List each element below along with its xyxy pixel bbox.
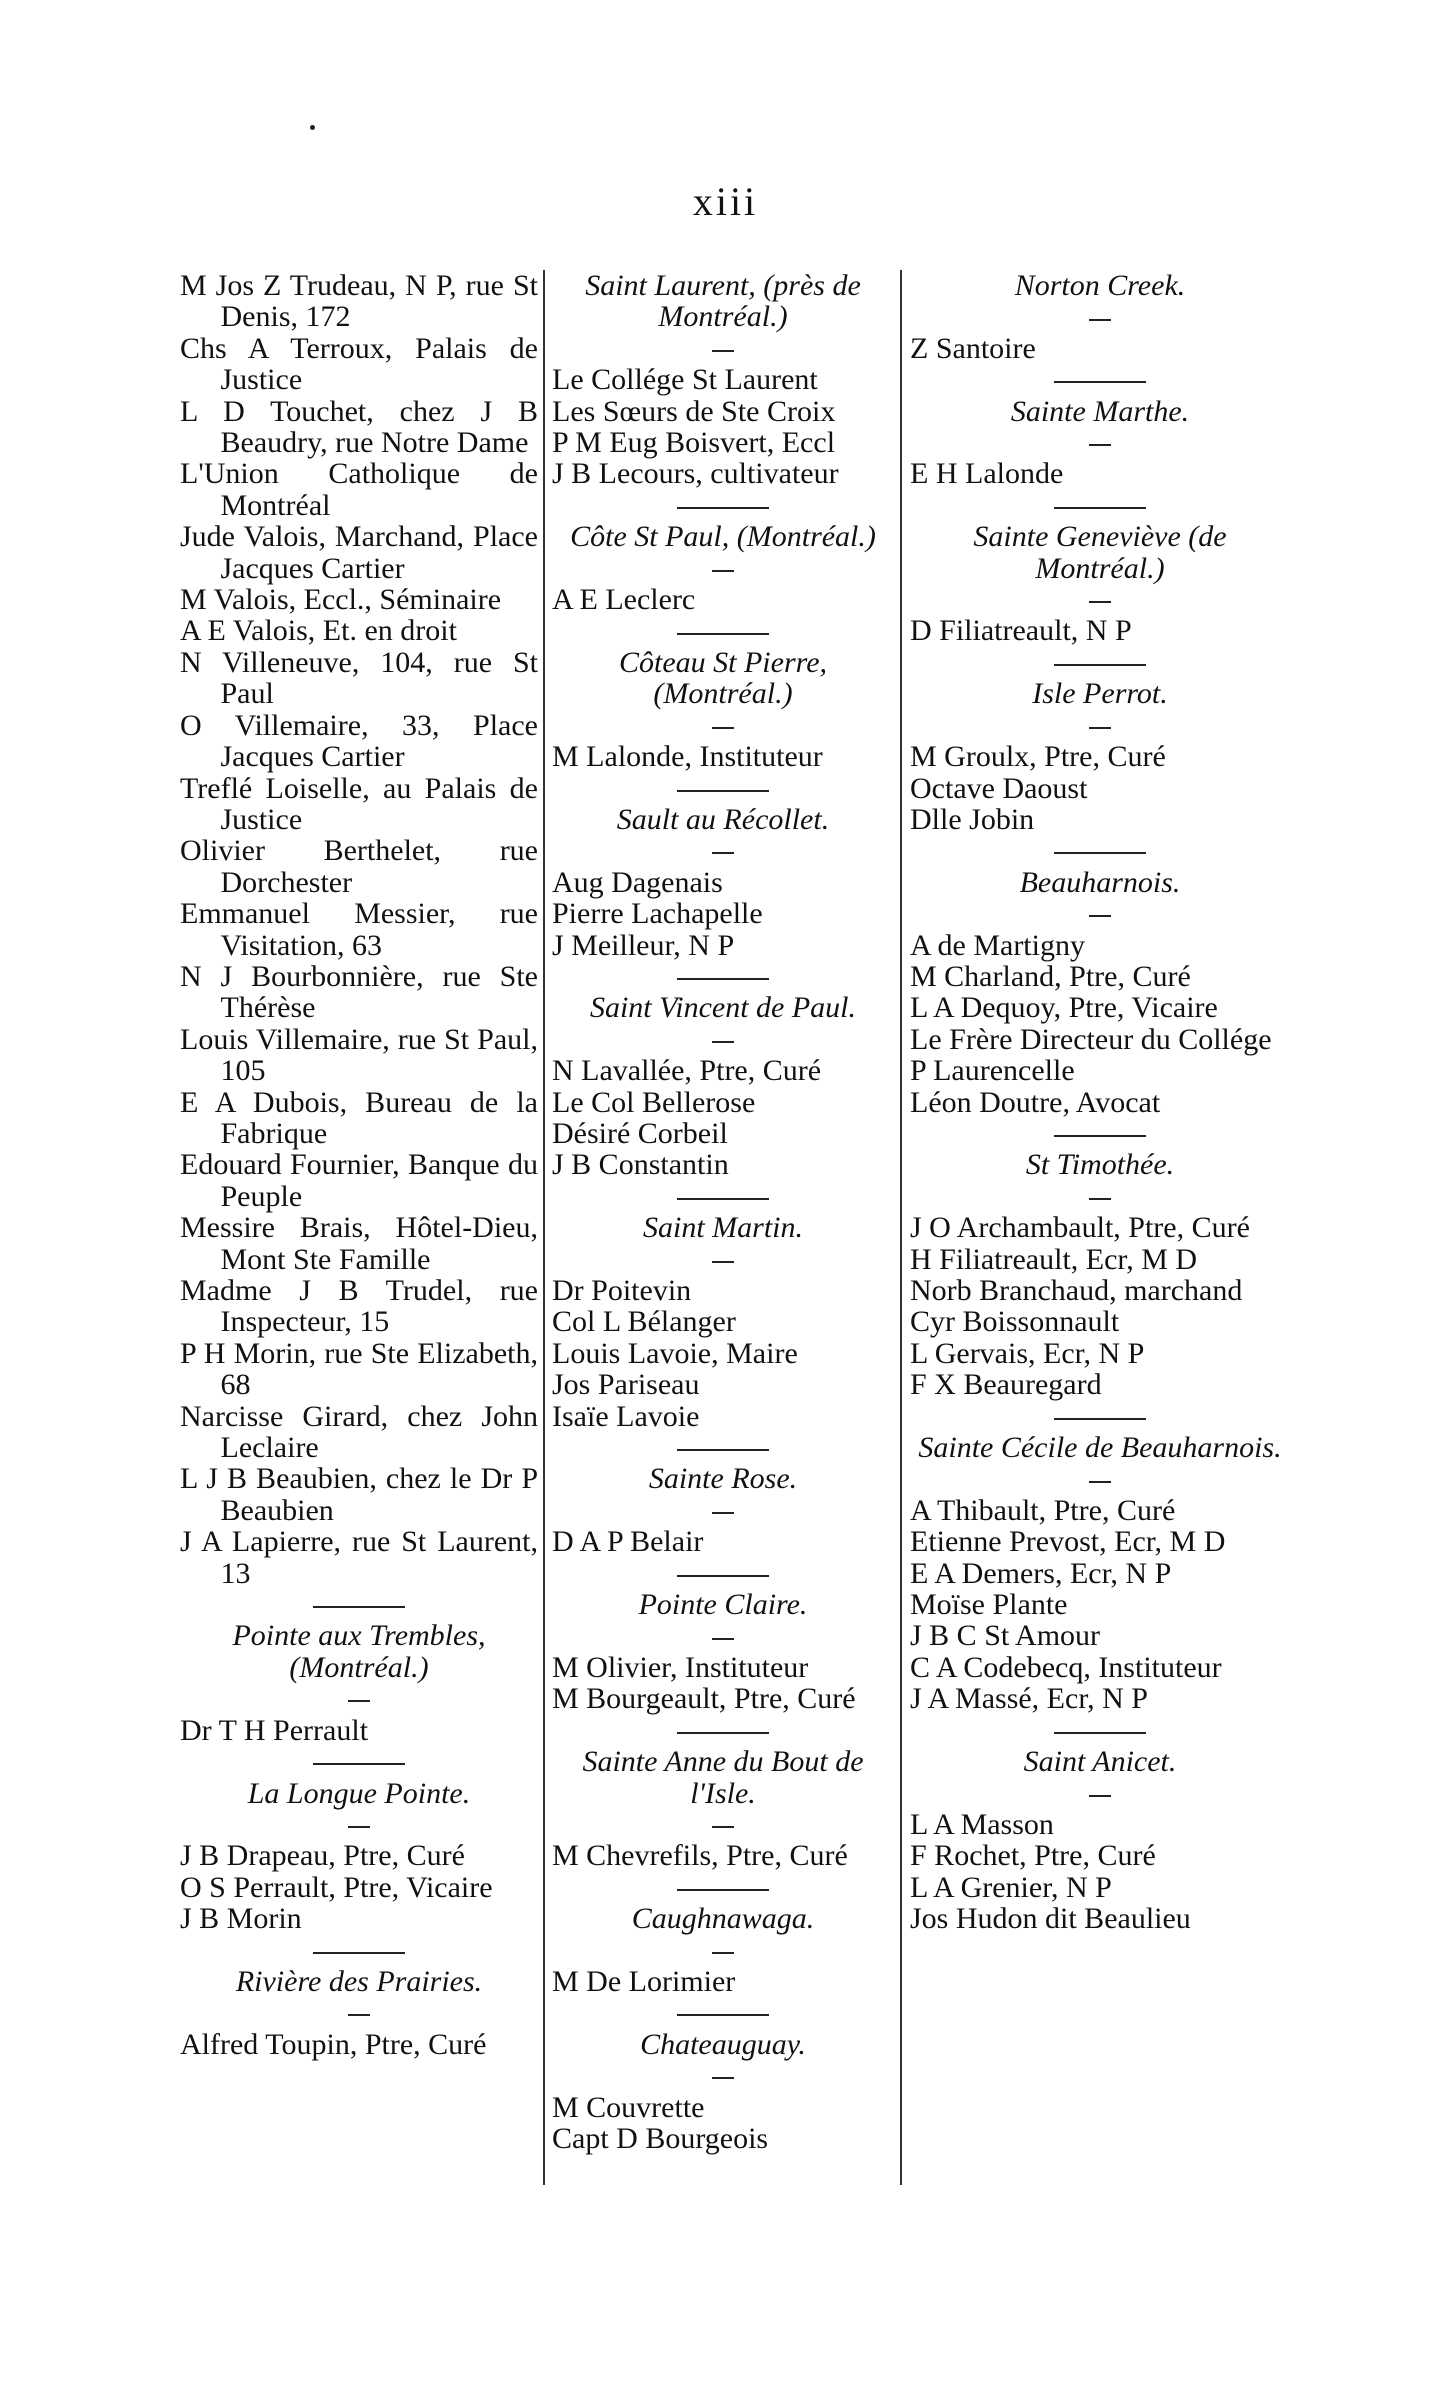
place-heading: Sainte Marthe. xyxy=(1010,394,1190,428)
directory-entry: P Laurencelle xyxy=(910,1054,1075,1088)
place-heading: Pointe aux Trembles, (Montréal.) xyxy=(232,1619,486,1684)
separator-rule xyxy=(1089,601,1111,603)
column-rule-right xyxy=(900,270,902,2185)
directory-entry: Messire Brais, Hôtel-Dieu, Mont Ste Famille xyxy=(180,1211,538,1276)
separator-rule xyxy=(677,978,769,980)
section-separator xyxy=(910,1778,1290,1809)
directory-entry: Aug Dagenais xyxy=(552,865,723,899)
separator-rule xyxy=(712,1261,734,1263)
separator-rule xyxy=(1054,1135,1146,1137)
separator-rule xyxy=(677,2014,769,2016)
directory-entry: A E Valois, Et. en droit xyxy=(180,614,457,648)
directory-entry: H Filiatreault, Ecr, M D xyxy=(910,1242,1198,1276)
directory-entry: N J Bourbonnière, rue Ste Thérèse xyxy=(180,959,538,1025)
section-separator xyxy=(552,773,894,804)
directory-entry: L J B Beaubien, chez le Dr P Beaubien xyxy=(180,1462,538,1527)
separator-rule xyxy=(712,1952,734,1954)
section-separator xyxy=(552,1495,894,1526)
section-separator xyxy=(910,584,1290,615)
directory-entry: C A Codebecq, Instituteur xyxy=(910,1650,1222,1684)
directory-entry: M Jos Z Trudeau, N P, rue St Denis, 172 xyxy=(180,269,538,334)
directory-entry: Cyr Boissonnault xyxy=(910,1305,1120,1339)
directory-entry: J B C St Amour xyxy=(910,1619,1101,1653)
separator-rule xyxy=(348,1700,370,1702)
separator-rule xyxy=(1089,1481,1111,1483)
separator-rule xyxy=(677,790,769,792)
separator-rule xyxy=(712,350,734,352)
directory-entry: M Chevrefils, Ptre, Curé xyxy=(552,1839,848,1873)
place-heading: Sainte Cécile de Beauharnois. xyxy=(918,1431,1282,1465)
separator-rule xyxy=(712,1041,734,1043)
section-separator xyxy=(552,710,894,741)
section-separator xyxy=(552,1024,894,1055)
directory-entry: J B Drapeau, Ptre, Curé xyxy=(180,1839,465,1873)
place-heading: Isle Perrot. xyxy=(1032,677,1168,711)
directory-entry: M Olivier, Instituteur xyxy=(552,1650,809,1684)
directory-columns xyxy=(180,270,1290,2210)
section-separator xyxy=(552,835,894,866)
section-separator xyxy=(552,1872,894,1903)
directory-entry: O Villemaire, 33, Place Jacques Cartier xyxy=(180,708,538,774)
section-separator xyxy=(910,835,1290,866)
stray-ink-dot xyxy=(310,125,315,130)
place-heading: St Timothée. xyxy=(1025,1148,1175,1182)
separator-rule xyxy=(712,1512,734,1514)
section-separator xyxy=(180,1997,538,2028)
separator-rule xyxy=(313,1952,405,1954)
place-heading: La Longue Pointe. xyxy=(247,1776,471,1810)
place-heading: Norton Creek. xyxy=(1014,269,1186,302)
place-heading: Pointe Claire. xyxy=(638,1588,808,1622)
place-heading: Côte St Paul, (Montréal.) xyxy=(570,520,876,554)
directory-entry: Pierre Lachapelle xyxy=(552,897,763,931)
directory-entry: Etienne Prevost, Ecr, M D xyxy=(910,1525,1226,1559)
directory-entry: Léon Doutre, Avocat xyxy=(910,1085,1161,1119)
directory-entry: N Villeneuve, 104, rue St Paul xyxy=(180,645,538,711)
section-separator xyxy=(910,1181,1290,1212)
place-heading: Chateauguay. xyxy=(640,2027,806,2061)
directory-entry: N Lavallée, Ptre, Curé xyxy=(552,1054,822,1088)
directory-entry: Jude Valois, Marchand, Place Jacques Cartier xyxy=(180,520,538,585)
section-separator xyxy=(552,2060,894,2091)
separator-rule xyxy=(348,1826,370,1828)
directory-entry: Le Col Bellerose xyxy=(552,1085,756,1119)
directory-entry: D A P Belair xyxy=(552,1525,704,1559)
section-separator xyxy=(910,1715,1290,1746)
separator-rule xyxy=(712,852,734,854)
section-separator xyxy=(910,1401,1290,1432)
place-heading: Sainte Rose. xyxy=(648,1462,798,1496)
section-separator xyxy=(180,1746,538,1777)
section-separator xyxy=(552,1620,894,1651)
separator-rule xyxy=(677,1449,769,1451)
directory-entry: M Lalonde, Instituteur xyxy=(552,740,823,774)
place-heading: Sainte Geneviève (de Montréal.) xyxy=(973,520,1227,585)
section-separator xyxy=(552,553,894,584)
section-separator xyxy=(910,1118,1290,1149)
directory-entry: Le Collége St Laurent xyxy=(552,363,818,397)
directory-entry: Dr T H Perrault xyxy=(180,1713,369,1747)
separator-rule xyxy=(1054,1418,1146,1420)
directory-entry: M Charland, Ptre, Curé xyxy=(910,959,1191,993)
section-separator xyxy=(180,1589,538,1620)
separator-rule xyxy=(1054,852,1146,854)
directory-entry: Le Frère Directeur du Collége xyxy=(910,1022,1272,1056)
section-separator xyxy=(552,1935,894,1966)
section-separator xyxy=(910,647,1290,678)
directory-entry: J B Lecours, cultivateur xyxy=(552,457,839,491)
directory-entry: A Thibault, Ptre, Curé xyxy=(910,1493,1176,1527)
column-right xyxy=(910,270,1290,1935)
page-number: xiii xyxy=(692,179,759,224)
section-separator xyxy=(552,1181,894,1212)
directory-entry: O S Perrault, Ptre, Vicaire xyxy=(180,1870,493,1904)
section-separator xyxy=(552,333,894,364)
section-separator xyxy=(910,364,1290,395)
directory-entry: P H Morin, rue Ste Elizabeth, 68 xyxy=(180,1336,538,1402)
section-separator xyxy=(180,1809,538,1840)
directory-entry: J Meilleur, N P xyxy=(552,928,735,962)
directory-entry: Norb Branchaud, marchand xyxy=(910,1274,1243,1307)
column-middle xyxy=(552,270,894,2154)
directory-entry: Z Santoire xyxy=(910,331,1036,365)
separator-rule xyxy=(313,1763,405,1765)
separator-rule xyxy=(1089,1795,1111,1797)
section-separator xyxy=(552,1809,894,1840)
directory-entry: J B Morin xyxy=(180,1902,302,1936)
place-heading: Saint Laurent, (près de Montréal.) xyxy=(585,269,861,334)
section-separator xyxy=(910,427,1290,458)
separator-rule xyxy=(1089,727,1111,729)
directory-entry: Jos Pariseau xyxy=(552,1368,700,1402)
place-heading: Saint Vincent de Paul. xyxy=(589,991,857,1025)
directory-entry: E A Demers, Ecr, N P xyxy=(910,1556,1172,1590)
separator-rule xyxy=(1089,319,1111,321)
separator-rule xyxy=(712,1638,734,1640)
place-heading: Sault au Récollet. xyxy=(616,802,830,836)
directory-entry: L Gervais, Ecr, N P xyxy=(910,1336,1145,1370)
section-separator xyxy=(180,1935,538,1966)
directory-entry: Louis Villemaire, rue St Paul, 105 xyxy=(180,1022,538,1088)
directory-entry: P M Eug Boisvert, Eccl xyxy=(552,426,836,460)
directory-entry: J A Lapierre, rue St Laurent, 13 xyxy=(180,1525,538,1590)
directory-entry: F Rochet, Ptre, Curé xyxy=(910,1839,1156,1873)
section-separator xyxy=(180,1683,538,1714)
directory-entry: E A Dubois, Bureau de la Fabrique xyxy=(180,1085,538,1150)
separator-rule xyxy=(1054,507,1146,509)
column-left xyxy=(180,270,538,2060)
directory-entry: M Bourgeault, Ptre, Curé xyxy=(552,1682,856,1716)
separator-rule xyxy=(1089,1198,1111,1200)
section-separator xyxy=(552,490,894,521)
place-heading: Saint Martin. xyxy=(642,1211,803,1245)
separator-rule xyxy=(1089,915,1111,917)
separator-rule xyxy=(677,1198,769,1200)
separator-rule xyxy=(677,1732,769,1734)
separator-rule xyxy=(712,727,734,729)
section-separator xyxy=(910,301,1290,332)
directory-entry: L'Union Catholique de Montréal xyxy=(180,457,538,522)
directory-entry: A de Martigny xyxy=(910,928,1085,962)
directory-entry: J A Massé, Ecr, N P xyxy=(910,1682,1148,1716)
directory-entry: A E Leclerc xyxy=(552,583,696,617)
directory-entry: F X Beauregard xyxy=(910,1368,1102,1402)
section-separator xyxy=(910,1463,1290,1494)
directory-entry: Treflé Loiselle, au Palais de Justice xyxy=(180,771,538,836)
directory-entry: Capt D Bourgeois xyxy=(552,2121,769,2155)
separator-rule xyxy=(712,1826,734,1828)
separator-rule xyxy=(1054,381,1146,383)
directory-entry: Dr Poitevin xyxy=(552,1274,692,1307)
separator-rule xyxy=(348,2014,370,2016)
place-heading: Côteau St Pierre, (Montréal.) xyxy=(618,645,828,711)
directory-entry: Emmanuel Messier, rue Visitation, 63 xyxy=(180,897,538,962)
directory-entry: Jos Hudon dit Beaulieu xyxy=(910,1902,1191,1936)
place-heading: Saint Anicet. xyxy=(1023,1745,1177,1779)
directory-entry: Alfred Toupin, Ptre, Curé xyxy=(180,2027,487,2061)
directory-entry: Désiré Corbeil xyxy=(552,1116,728,1150)
directory-entry: Chs A Terroux, Palais de Justice xyxy=(180,331,538,397)
directory-entry: J B Constantin xyxy=(552,1148,729,1182)
directory-entry: Edouard Fournier, Banque du Peuple xyxy=(180,1148,538,1213)
directory-entry: E H Lalonde xyxy=(910,457,1064,491)
directory-entry: Olivier Berthelet, rue Dorchester xyxy=(180,834,538,899)
section-separator xyxy=(552,961,894,992)
section-separator xyxy=(552,1244,894,1275)
directory-entry: M Valois, Eccl., Séminaire xyxy=(180,583,502,617)
section-separator xyxy=(552,1558,894,1589)
directory-entry: Moïse Plante xyxy=(910,1588,1068,1622)
separator-rule xyxy=(677,507,769,509)
directory-entry: M Couvrette xyxy=(552,2090,705,2124)
directory-entry: D Filiatreault, N P xyxy=(910,614,1132,648)
directory-entry: L D Touchet, chez J B Beaudry, rue Notre Dame xyxy=(180,394,538,460)
directory-entry: M De Lorimier xyxy=(552,1964,736,1998)
directory-entry: Isaïe Lavoie xyxy=(552,1399,700,1433)
directory-entry: Octave Daoust xyxy=(910,771,1088,805)
directory-entry: Dlle Jobin xyxy=(910,802,1035,836)
section-separator xyxy=(552,615,894,646)
directory-entry: Louis Lavoie, Maire xyxy=(552,1336,798,1370)
separator-rule xyxy=(1089,444,1111,446)
directory-entry: M Groulx, Ptre, Curé xyxy=(910,740,1166,774)
separator-rule xyxy=(677,1575,769,1577)
directory-entry: Madme J B Trudel, rue Inspecteur, 15 xyxy=(180,1274,538,1339)
section-separator xyxy=(910,898,1290,929)
separator-rule xyxy=(313,1606,405,1608)
section-separator xyxy=(910,710,1290,741)
section-separator xyxy=(552,1715,894,1746)
section-separator xyxy=(552,1432,894,1463)
separator-rule xyxy=(1054,664,1146,666)
directory-entry: Col L Bélanger xyxy=(552,1305,736,1339)
section-separator xyxy=(910,490,1290,521)
directory-entry: L A Dequoy, Ptre, Vicaire xyxy=(910,991,1218,1025)
directory-entry: Les Sœurs de Ste Croix xyxy=(552,394,836,428)
directory-entry: J O Archambault, Ptre, Curé xyxy=(910,1211,1250,1245)
separator-rule xyxy=(677,1889,769,1891)
place-heading: Sainte Anne du Bout de l'Isle. xyxy=(582,1745,864,1810)
separator-rule xyxy=(677,633,769,635)
separator-rule xyxy=(712,2077,734,2079)
directory-entry: L A Masson xyxy=(910,1807,1054,1841)
separator-rule xyxy=(1054,1732,1146,1734)
directory-entry: L A Grenier, N P xyxy=(910,1870,1112,1904)
directory-entry: Narcisse Girard, chez John Leclaire xyxy=(180,1399,538,1465)
place-heading: Caughnawaga. xyxy=(631,1902,815,1936)
place-heading: Beauharnois. xyxy=(1019,865,1181,899)
separator-rule xyxy=(712,570,734,572)
column-rule-left xyxy=(543,270,545,2185)
place-heading: Rivière des Prairies. xyxy=(235,1964,483,1998)
section-separator xyxy=(552,1997,894,2028)
